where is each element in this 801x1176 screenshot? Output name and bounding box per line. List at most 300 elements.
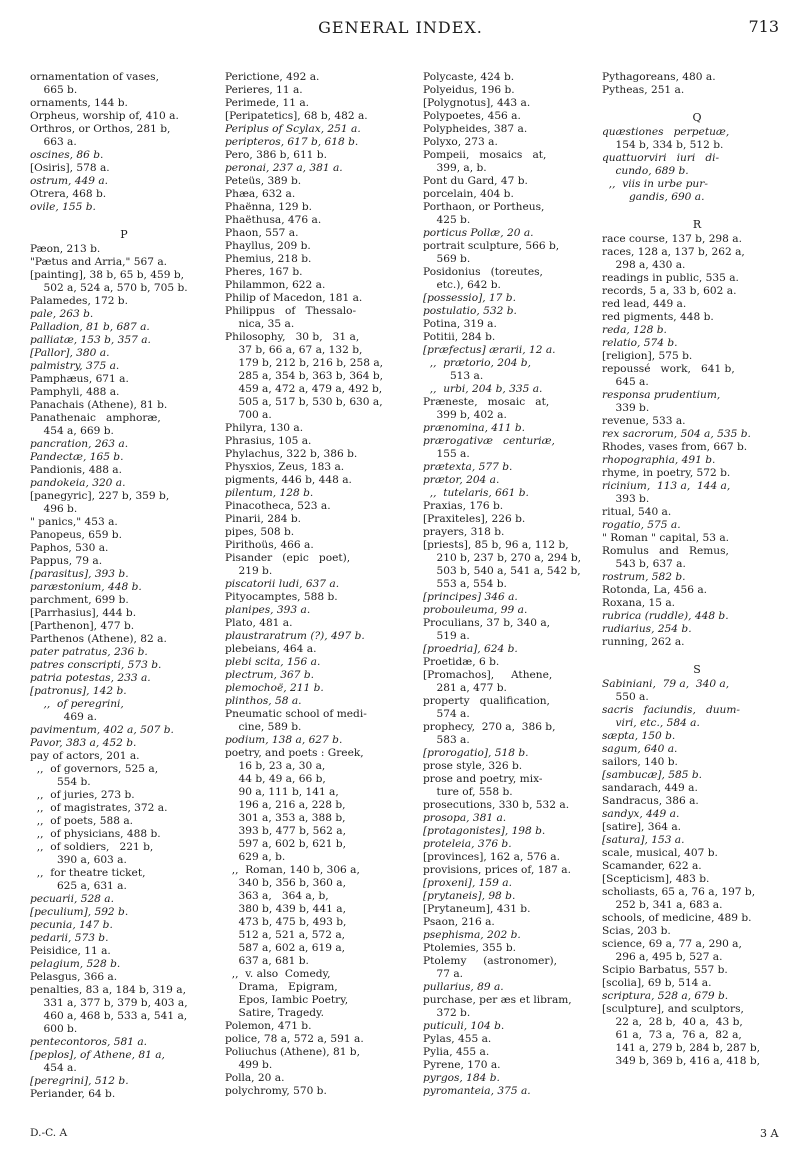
index-entry: scriptura, 528 a, 679 b. <box>602 990 729 1002</box>
index-entry: Polycaste, 424 b. <box>423 71 515 83</box>
index-entry: Peteüs, 389 b. <box>225 175 302 187</box>
index-entry: [scolia], 69 b, 514 a. <box>602 977 712 989</box>
index-entry: ornaments, 144 b. <box>30 97 128 109</box>
index-entry: 496 b. <box>30 503 78 515</box>
index-entry: [painting], 38 b, 65 b, 459 b, <box>30 269 185 281</box>
index-entry: Otrera, 468 b. <box>30 188 107 200</box>
index-entry: Ptolemies, 355 b. <box>423 942 517 954</box>
index-entry: [Polygnotus], 443 a. <box>423 97 531 109</box>
index-entry: 393 b, 477 b, 562 a, <box>225 825 346 837</box>
index-entry: 665 b. <box>30 84 78 96</box>
index-entry: nica, 35 a. <box>225 318 295 330</box>
index-entry: Rotonda, La, 456 a. <box>602 584 708 596</box>
index-entry: Polla, 20 a. <box>225 1072 285 1084</box>
index-entry: Pinacotheca, 523 a. <box>225 500 331 512</box>
index-entry: [proxeni], 159 a. <box>423 877 512 889</box>
index-entry: [præfectus] ærarii, 12 a. <box>423 344 556 356</box>
index-entry <box>602 204 792 217</box>
index-entry: Pero, 386 b, 611 b. <box>225 149 327 161</box>
index-entry: 663 a. <box>30 136 77 148</box>
index-entry: red lead, 449 a. <box>602 298 687 310</box>
index-entry: Pytheas, 251 a. <box>602 84 685 96</box>
index-entry: prose and poetry, mix- <box>423 773 543 785</box>
index-entry: Pyrene, 170 a. <box>423 1059 501 1071</box>
index-entry: [prorogatio], 518 b. <box>423 747 529 759</box>
index-entry: Polyeidus, 196 b. <box>423 84 515 96</box>
index-entry: ,, of peregrini, <box>30 698 124 710</box>
index-entry: plaustraratrum (?), 497 b. <box>225 630 365 642</box>
index-entry: ovile, 155 b. <box>30 201 96 213</box>
index-entry: [Peripatetics], 68 b, 482 a. <box>225 110 368 122</box>
index-entry: Polemon, 471 b. <box>225 1020 312 1032</box>
index-entry: Potitii, 284 b. <box>423 331 496 343</box>
index-entry: [satura], 153 a. <box>602 834 685 846</box>
index-entry: Sabiniani, 79 a, 340 a, <box>602 678 730 690</box>
index-entry <box>602 97 792 110</box>
index-entry: Praxias, 176 b. <box>423 500 504 512</box>
index-entry: peripteros, 617 b, 618 b. <box>225 136 359 148</box>
index-entry: ,, of poets, 588 a. <box>30 815 133 827</box>
index-entry: gandis, 690 a. <box>602 191 705 203</box>
index-entry: 625 a, 631 a. <box>30 880 127 892</box>
index-entry: scale, musical, 407 b. <box>602 847 718 859</box>
index-entry: Præneste, mosaic at, <box>423 396 550 408</box>
index-entry: Phemius, 218 b. <box>225 253 312 265</box>
index-entry: prætexta, 577 b. <box>423 461 513 473</box>
index-entry: revenue, 533 a. <box>602 415 686 427</box>
index-entry: plebi scita, 156 a. <box>225 656 321 668</box>
index-entry: 512 a, 521 a, 572 a, <box>225 929 346 941</box>
index-entry: 22 a, 28 b, 40 a, 43 b, <box>602 1016 743 1028</box>
index-entry: Polypoetes, 456 a. <box>423 110 521 122</box>
index-entry: Parthenos (Athene), 82 a. <box>30 633 167 645</box>
index-entry: 372 b. <box>423 1007 471 1019</box>
index-column-1 <box>30 71 218 1101</box>
index-entry: cine, 589 b. <box>225 721 302 733</box>
index-entry: puticuli, 104 b. <box>423 1020 505 1032</box>
index-entry: [Osiris], 578 a. <box>30 162 110 174</box>
index-entry: 301 a, 353 a, 388 b, <box>225 812 346 824</box>
index-entry: Panachais (Athene), 81 b. <box>30 399 168 411</box>
index-entry: Pappus, 79 a. <box>30 555 103 567</box>
index-entry: [prytaneis], 98 b. <box>423 890 516 902</box>
index-entry: [panegyric], 227 b, 359 b, <box>30 490 170 502</box>
index-entry: 349 b, 369 b, 416 a, 418 b, <box>602 1055 761 1067</box>
index-entry: 298 a, 430 a. <box>602 259 686 271</box>
index-entry: 574 a. <box>423 708 470 720</box>
index-entry: Phaënna, 129 b. <box>225 201 312 213</box>
index-entry: 363 a, 364 a, b, <box>225 890 329 902</box>
index-entry: sæpta, 150 b. <box>602 730 676 742</box>
index-entry: 454 a, 669 b. <box>30 425 114 437</box>
index-entry: poetry, and poets : Greek, <box>225 747 364 759</box>
running-head: GENERAL INDEX. <box>318 18 483 37</box>
index-entry: Palladion, 81 b, 687 a. <box>30 321 150 333</box>
index-entry: penalties, 83 a, 184 b, 319 a, <box>30 984 186 996</box>
index-entry: Pamphæus, 671 a. <box>30 373 129 385</box>
index-entry: Ptolemy (astronomer), <box>423 955 557 967</box>
index-column-3 <box>423 71 591 1098</box>
index-entry: Phrasius, 105 a. <box>225 435 312 447</box>
index-entry: "Pætus and Arria," 567 a. <box>30 256 168 268</box>
index-entry: Perieres, 11 a. <box>225 84 303 96</box>
index-entry: [provinces], 162 a, 576 a. <box>423 851 560 863</box>
index-entry: race course, 137 b, 298 a. <box>602 233 742 245</box>
index-entry: ,, prætorio, 204 b, <box>423 357 531 369</box>
index-entry: 285 a, 354 b, 363 b, 364 b, <box>225 370 384 382</box>
index-entry: pullarius, 89 a. <box>423 981 504 993</box>
index-entry: scholiasts, 65 a, 76 a, 197 b, <box>602 886 756 898</box>
index-entry: relatio, 574 b. <box>602 337 678 349</box>
index-entry: porcelain, 404 b. <box>423 188 514 200</box>
index-column-2 <box>225 71 407 1098</box>
index-entry: Phaëthusa, 476 a. <box>225 214 322 226</box>
index-entry: Periplus of Scylax, 251 a. <box>225 123 361 135</box>
index-entry: science, 69 a, 77 a, 290 a, <box>602 938 742 950</box>
index-entry: 505 a, 517 b, 530 b, 630 a, <box>225 396 383 408</box>
index-entry: pavimentum, 402 a, 507 b. <box>30 724 174 736</box>
index-entry: Polyxo, 273 a. <box>423 136 498 148</box>
index-column-4 <box>602 71 792 1068</box>
index-entry: 281 a, 477 b. <box>423 682 507 694</box>
index-entry: prosopa, 381 a. <box>423 812 507 824</box>
index-entry: ostrum, 449 a. <box>30 175 109 187</box>
index-entry: Scamander, 622 a. <box>602 860 702 872</box>
index-entry: [possessio], 17 b. <box>423 292 516 304</box>
index-entry: Pamphyli, 488 a. <box>30 386 120 398</box>
index-entry: ,, of physicians, 488 b. <box>30 828 161 840</box>
index-entry: 393 b. <box>602 493 650 505</box>
index-entry: Pæon, 213 b. <box>30 243 101 255</box>
index-entry: patres conscripti, 573 b. <box>30 659 162 671</box>
index-entry: Satire, Tragedy. <box>225 1007 324 1019</box>
index-entry: Proculians, 37 b, 340 a, <box>423 617 551 629</box>
index-entry: Epos, Iambic Poetry, <box>225 994 349 1006</box>
index-entry: [Praxiteles], 226 b. <box>423 513 526 525</box>
index-entry: 503 b, 540 a, 541 a, 542 b, <box>423 565 581 577</box>
index-entry: Pheres, 167 b. <box>225 266 303 278</box>
index-entry: responsa prudentium, <box>602 389 721 401</box>
index-entry: ,, of governors, 525 a, <box>30 763 159 775</box>
index-entry: 390 a, 603 a. <box>30 854 127 866</box>
index-entry: [sculpture], and sculptors, <box>602 1003 744 1015</box>
index-entry: pecunia, 147 b. <box>30 919 113 931</box>
index-entry: [priests], 85 b, 96 a, 112 b, <box>423 539 569 551</box>
index-entry: 252 b, 341 a, 683 a. <box>602 899 723 911</box>
index-entry: 179 b, 212 b, 216 b, 258 a, <box>225 357 384 369</box>
index-entry: Pylas, 455 a. <box>423 1033 492 1045</box>
index-entry: Poliuchus (Athene), 81 b, <box>225 1046 360 1058</box>
signature-mark: 3 A <box>760 1127 779 1140</box>
index-entry: 37 b, 66 a, 67 a, 132 b, <box>225 344 363 356</box>
index-entry: 296 a, 495 b, 527 a. <box>602 951 723 963</box>
index-entry: palmistry, 375 a. <box>30 360 120 372</box>
index-entry: Pisander (epic poet), <box>225 552 351 564</box>
index-entry: ricinium, 113 a, 144 a, <box>602 480 731 492</box>
index-entry: 469 a. <box>30 711 97 723</box>
index-entry: 460 a, 468 b, 533 a, 541 a, <box>30 1010 188 1022</box>
index-entry: 44 b, 49 a, 66 b, <box>225 773 326 785</box>
index-entry: ,, urbi, 204 b, 335 a. <box>423 383 543 395</box>
index-entry: 16 b, 23 a, 30 a, <box>225 760 326 772</box>
index-entry: Phayllus, 209 b. <box>225 240 311 252</box>
index-entry: ,, viis in urbe pur- <box>602 178 708 190</box>
index-entry: Polypheides, 387 a. <box>423 123 528 135</box>
index-entry: Periander, 64 b. <box>30 1088 116 1100</box>
index-entry: readings in public, 535 a. <box>602 272 739 284</box>
index-entry: 154 b, 334 b, 512 b. <box>602 139 724 151</box>
index-entry: viri, etc., 584 a. <box>602 717 700 729</box>
index-entry: prayers, 318 b. <box>423 526 505 538</box>
index-entry: property qualification, <box>423 695 550 707</box>
index-entry: rhopographia, 491 b. <box>602 454 716 466</box>
index-entry: 340 b, 356 b, 360 a, <box>225 877 346 889</box>
index-entry: Pompeii, mosaics at, <box>423 149 547 161</box>
index-entry: Panopeus, 659 b. <box>30 529 122 541</box>
index-entry: rhyme, in poetry, 572 b. <box>602 467 731 479</box>
index-entry: pipes, 508 b. <box>225 526 295 538</box>
index-entry: 210 b, 237 b, 270 a, 294 b, <box>423 552 582 564</box>
index-entry: rostrum, 582 b. <box>602 571 686 583</box>
index-entry: probouleuma, 99 a. <box>423 604 528 616</box>
index-entry: pigments, 446 b, 448 a. <box>225 474 352 486</box>
index-entry: Pandectæ, 165 b. <box>30 451 124 463</box>
index-entry: Scias, 203 b. <box>602 925 671 937</box>
index-entry: Pont du Gard, 47 b. <box>423 175 528 187</box>
index-entry: Rhodes, vases from, 667 b. <box>602 441 748 453</box>
index-entry: 339 b. <box>602 402 650 414</box>
index-entry: psephisma, 202 b. <box>423 929 521 941</box>
index-entry: 554 b. <box>30 776 91 788</box>
index-entry: schools, of medicine, 489 b. <box>602 912 752 924</box>
index-entry: rubrica (ruddle), 448 b. <box>602 610 729 622</box>
index-entry: porticus Pollæ, 20 a. <box>423 227 534 239</box>
index-entry: ,, v. also Comedy, <box>225 968 331 980</box>
index-entry: pandokeia, 320 a. <box>30 477 126 489</box>
index-entry: Orpheus, worship of, 410 a. <box>30 110 179 122</box>
index-entry: [religion], 575 b. <box>602 350 693 362</box>
page-number: 713 <box>748 17 779 36</box>
index-entry: provisions, prices of, 187 a. <box>423 864 571 876</box>
index-entry: sandarach, 449 a. <box>602 782 698 794</box>
index-entry: purchase, per æs et libram, <box>423 994 572 1006</box>
index-entry: Posidonius (toreutes, <box>423 266 543 278</box>
index-entry: Phæa, 632 a. <box>225 188 296 200</box>
index-entry: 77 a. <box>423 968 464 980</box>
index-entry: 550 a. <box>602 691 649 703</box>
index-entry: Philippus of Thessalo- <box>225 305 357 317</box>
index-entry: Plato, 481 a. <box>225 617 293 629</box>
index-entry: red pigments, 448 b. <box>602 311 714 323</box>
printer-imprint: D.-C. A <box>30 1127 68 1139</box>
index-entry: [Scepticism], 483 b. <box>602 873 710 885</box>
index-entry: Orthros, or Orthos, 281 b, <box>30 123 171 135</box>
index-entry: pyromanteia, 375 a. <box>423 1085 531 1097</box>
index-entry: repoussé work, 641 b, <box>602 363 735 375</box>
index-entry: ,, tutelaris, 661 b. <box>423 487 529 499</box>
index-entry: 454 a. <box>30 1062 77 1074</box>
index-entry: 569 b. <box>423 253 471 265</box>
index-entry: palliatæ, 153 b, 357 a. <box>30 334 151 346</box>
index-entry: [sambucæ], 585 b. <box>602 769 703 781</box>
index-entry: Pneumatic school of medi- <box>225 708 367 720</box>
index-entry: prose style, 326 b. <box>423 760 523 772</box>
index-entry: [Promachos], Athene, <box>423 669 553 681</box>
index-entry: [Prytaneum], 431 b. <box>423 903 531 915</box>
index-entry: Potina, 319 a. <box>423 318 497 330</box>
section-letter: R <box>692 218 702 231</box>
index-entry: Pelasgus, 366 a. <box>30 971 118 983</box>
index-entry: pyrgos, 184 b. <box>423 1072 500 1084</box>
index-entry: plemochoë, 211 b. <box>225 682 324 694</box>
index-entry: Phaon, 557 a. <box>225 227 299 239</box>
section-letter: P <box>120 228 128 241</box>
index-entry: 553 a, 554 b. <box>423 578 507 590</box>
index-entry: sacris faciundis, duum- <box>602 704 741 716</box>
index-entry: Romulus and Remus, <box>602 545 729 557</box>
index-entry: plebeians, 464 a. <box>225 643 317 655</box>
index-entry: prætor, 204 a. <box>423 474 500 486</box>
index-entry: peronai, 237 a, 381 a. <box>225 162 343 174</box>
section-letter: S <box>693 663 701 676</box>
index-entry: prophecy, 270 a, 386 b, <box>423 721 556 733</box>
index-entry: 141 a, 279 b, 284 b, 287 b, <box>602 1042 761 1054</box>
index-entry: polychromy, 570 b. <box>225 1085 327 1097</box>
index-entry: sandyx, 449 a. <box>602 808 680 820</box>
index-entry: pancration, 263 a. <box>30 438 129 450</box>
index-entry <box>30 214 218 227</box>
index-entry: Porthaon, or Portheus, <box>423 201 545 213</box>
index-entry: 519 a. <box>423 630 470 642</box>
index-entry: ture of, 558 b. <box>423 786 513 798</box>
index-entry: rogatio, 575 a. <box>602 519 681 531</box>
index-entry: postulatio, 532 b. <box>423 305 517 317</box>
index-entry: 600 b. <box>30 1023 78 1035</box>
index-entry: ritual, 540 a. <box>602 506 672 518</box>
index-entry: podium, 138 a, 627 b. <box>225 734 343 746</box>
index-entry: 587 a, 602 a, 619 a, <box>225 942 346 954</box>
index-entry: [parasitus], 393 b. <box>30 568 129 580</box>
index-entry: ,, of juries, 273 b. <box>30 789 135 801</box>
index-entry: [patronus], 142 b. <box>30 685 127 697</box>
index-entry: ,, Roman, 140 b, 306 a, <box>225 864 360 876</box>
index-entry: [Pallor], 380 a. <box>30 347 110 359</box>
index-entry: pentecontoros, 581 a. <box>30 1036 148 1048</box>
index-entry: Philammon, 622 a. <box>225 279 326 291</box>
index-entry: [principes] 346 a. <box>423 591 518 603</box>
index-entry: [Parrhasius], 444 b. <box>30 607 137 619</box>
index-entry: ,, for theatre ticket, <box>30 867 146 879</box>
index-entry: pilentum, 128 b. <box>225 487 314 499</box>
index-entry: plectrum, 367 b. <box>225 669 315 681</box>
index-entry: pale, 263 b. <box>30 308 94 320</box>
index-entry: 645 a. <box>602 376 649 388</box>
index-entry: pay of actors, 201 a. <box>30 750 140 762</box>
index-entry: 155 a. <box>423 448 470 460</box>
index-entry: [peregrini], 512 b. <box>30 1075 129 1087</box>
index-entry: Paphos, 530 a. <box>30 542 109 554</box>
index-entry: ,, of soldiers, 221 b, <box>30 841 154 853</box>
index-entry: quæstiones perpetuæ, <box>602 126 730 138</box>
index-entry: rudiarius, 254 b. <box>602 623 692 635</box>
index-entry: 380 b, 439 b, 441 a, <box>225 903 346 915</box>
index-entry: 61 a, 73 a, 76 a, 82 a, <box>602 1029 742 1041</box>
index-entry: sailors, 140 b. <box>602 756 678 768</box>
index-entry: Perimede, 11 a. <box>225 97 310 109</box>
index-entry: running, 262 a. <box>602 636 685 648</box>
index-entry: 637 a, 681 b. <box>225 955 309 967</box>
index-entry: [Parthenon], 477 b. <box>30 620 135 632</box>
index-entry: [satire], 364 a. <box>602 821 682 833</box>
index-entry: 219 b. <box>225 565 273 577</box>
index-entry: 583 a. <box>423 734 470 746</box>
index-entry: records, 5 a, 33 b, 602 a. <box>602 285 737 297</box>
index-entry <box>602 649 792 662</box>
index-entry: Phylachus, 322 b, 386 b. <box>225 448 358 460</box>
index-entry: Sandracus, 386 a. <box>602 795 699 807</box>
index-entry: Psaon, 216 a. <box>423 916 495 928</box>
index-entry: Philyra, 130 a. <box>225 422 304 434</box>
index-entry: plinthos, 58 a. <box>225 695 302 707</box>
index-entry: 543 b, 637 a. <box>602 558 686 570</box>
index-entry: etc.), 642 b. <box>423 279 501 291</box>
index-entry: Drama, Epigram, <box>225 981 338 993</box>
index-entry: Roxana, 15 a. <box>602 597 676 609</box>
section-letter: Q <box>692 111 702 124</box>
index-entry: Philosophy, 30 b, 31 a, <box>225 331 360 343</box>
index-entry: Panathenaic amphoræ, <box>30 412 161 424</box>
index-entry: 425 b. <box>423 214 471 226</box>
index-entry: Physxios, Zeus, 183 a. <box>225 461 345 473</box>
index-entry: piscatorii ludi, 637 a. <box>225 578 340 590</box>
index-entry: ,, of magistrates, 372 a. <box>30 802 168 814</box>
index-entry: rex sacrorum, 504 a, 535 b. <box>602 428 751 440</box>
index-entry: pecuarii, 528 a. <box>30 893 114 905</box>
index-entry: sagum, 640 a. <box>602 743 678 755</box>
index-entry: 196 a, 216 a, 228 b, <box>225 799 346 811</box>
index-entry: 513 a. <box>423 370 484 382</box>
index-entry: paræstonium, 448 b. <box>30 581 142 593</box>
index-entry: 597 a, 602 b, 621 b, <box>225 838 346 850</box>
index-entry: ornamentation of vases, <box>30 71 159 83</box>
index-entry: 331 a, 377 b, 379 b, 403 a, <box>30 997 188 1009</box>
index-entry: quattuorviri iuri di- <box>602 152 720 164</box>
index-entry: Perictione, 492 a. <box>225 71 320 83</box>
index-entry: Pylia, 455 a. <box>423 1046 490 1058</box>
index-entry: patria potestas, 233 a. <box>30 672 151 684</box>
index-entry: Pythagoreans, 480 a. <box>602 71 716 83</box>
index-entry: Pandionis, 488 a. <box>30 464 122 476</box>
index-entry: pedarii, 573 b. <box>30 932 109 944</box>
index-entry: Pavor, 383 a, 452 b. <box>30 737 137 749</box>
index-entry: [peculium], 592 b. <box>30 906 129 918</box>
index-entry: Scipio Barbatus, 557 b. <box>602 964 728 976</box>
index-entry: Philip of Macedon, 181 a. <box>225 292 363 304</box>
index-entry: pater patratus, 236 b. <box>30 646 148 658</box>
index-entry: 399, a, b. <box>423 162 487 174</box>
index-entry: proteleia, 376 b. <box>423 838 512 850</box>
index-entry: Pityocamptes, 588 b. <box>225 591 338 603</box>
index-entry: [peplos], of Athene, 81 a, <box>30 1049 165 1061</box>
index-entry: Proetidæ, 6 b. <box>423 656 500 668</box>
index-entry: 499 b. <box>225 1059 273 1071</box>
index-entry: Pinarii, 284 b. <box>225 513 301 525</box>
index-entry: 629 a, b. <box>225 851 286 863</box>
index-entry: oscines, 86 b. <box>30 149 104 161</box>
index-entry: 473 b, 475 b, 493 b, <box>225 916 347 928</box>
index-entry: 700 a. <box>225 409 272 421</box>
index-entry: [protagonistes], 198 b. <box>423 825 546 837</box>
